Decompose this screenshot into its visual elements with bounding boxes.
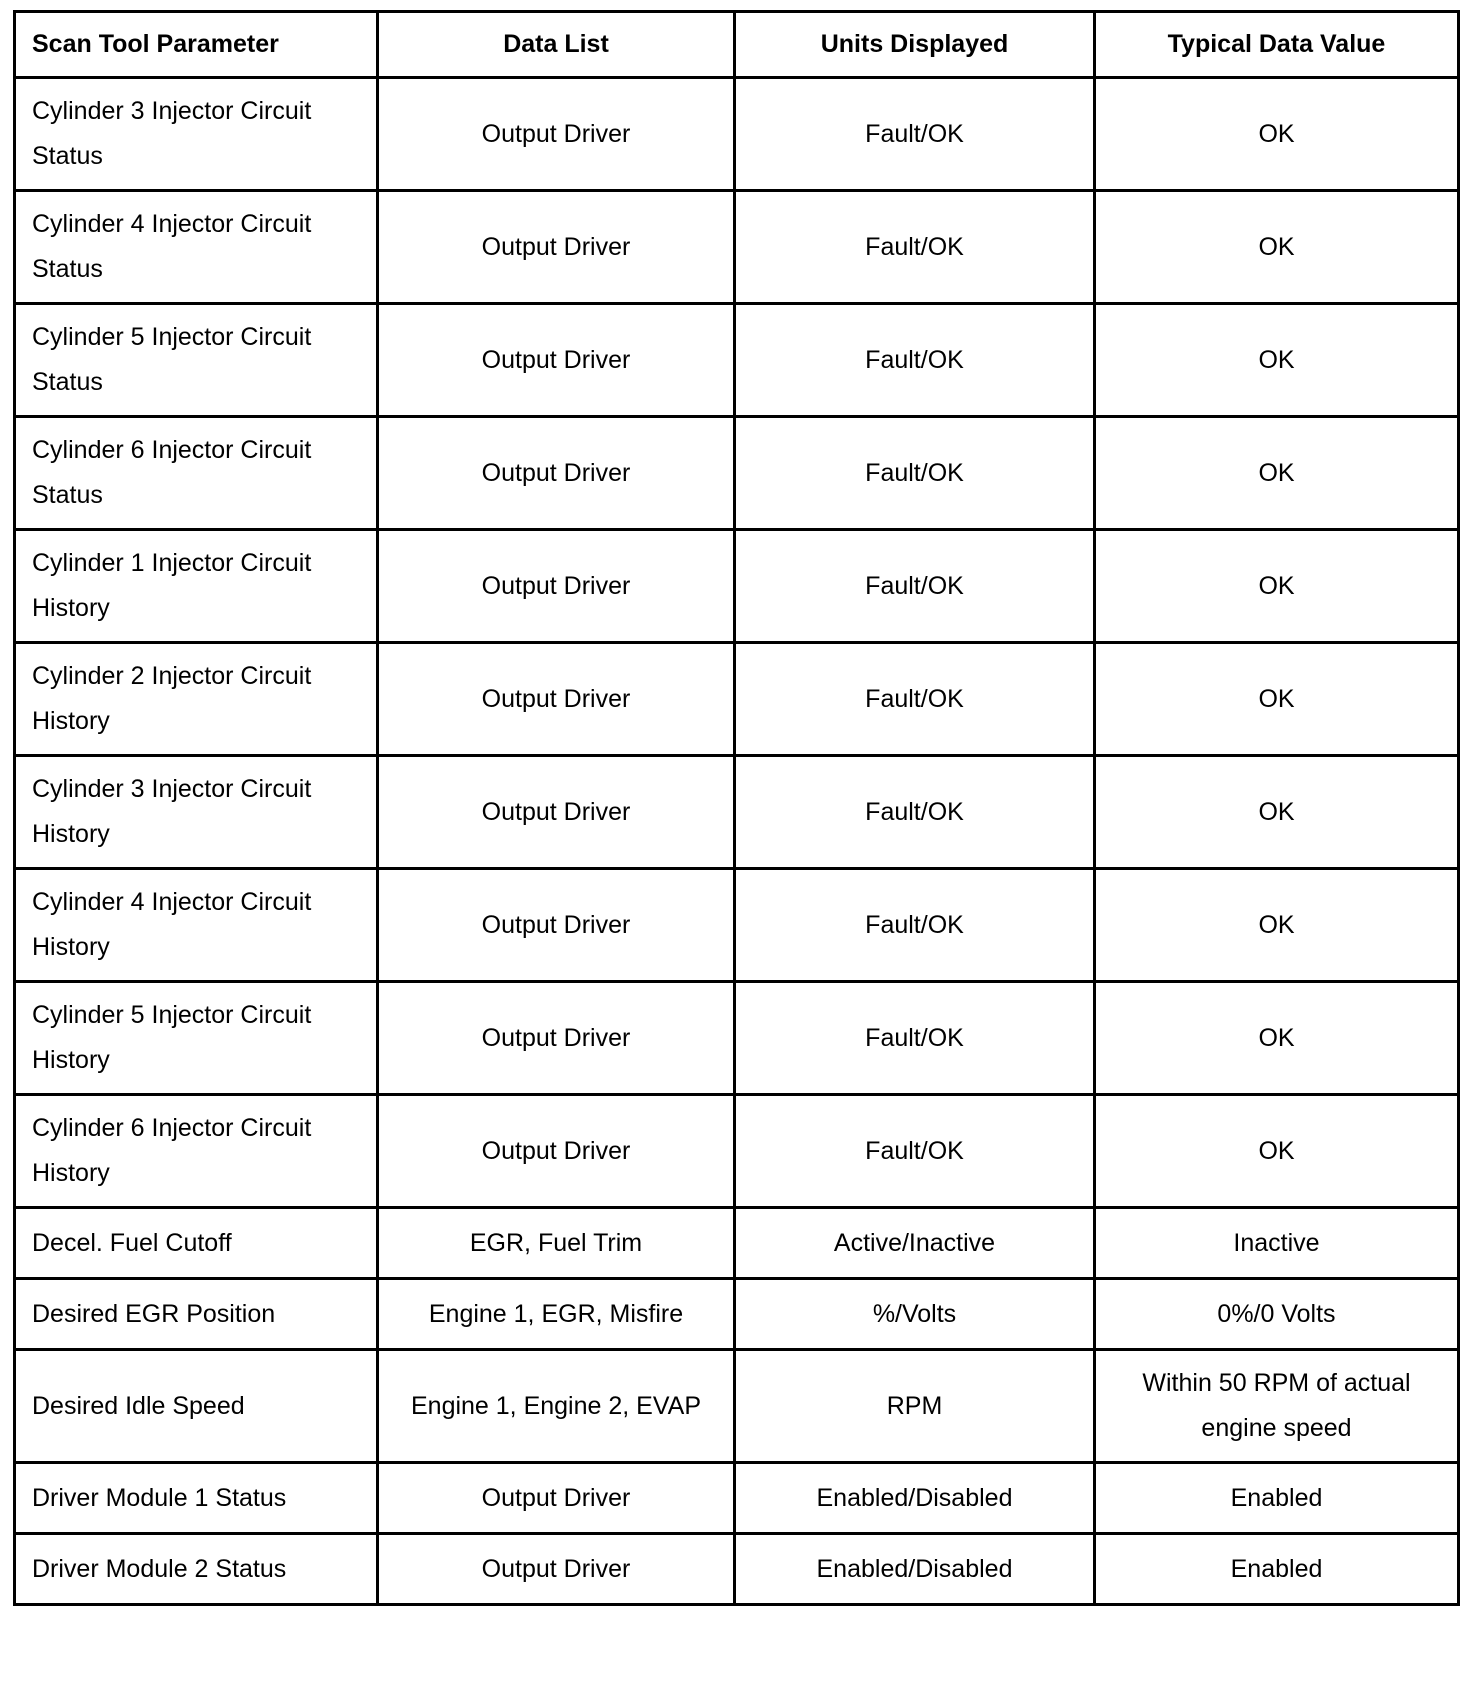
units-cell: RPM — [735, 1350, 1095, 1463]
table-row — [15, 191, 1459, 304]
units-cell: Fault/OK — [735, 643, 1095, 756]
header-typical-data-value: Typical Data Value — [1095, 12, 1459, 78]
data-list-cell: Output Driver — [378, 417, 735, 530]
data-list-cell: Output Driver — [378, 78, 735, 191]
data-list-cell: Output Driver — [378, 1095, 735, 1208]
table-row — [15, 78, 1459, 191]
data-list-cell: Engine 1, EGR, Misfire — [378, 1279, 735, 1350]
table-row — [15, 1208, 1459, 1279]
parameter-cell: Cylinder 4 Injector Circuit Status — [15, 191, 378, 304]
table-row — [15, 1095, 1459, 1208]
units-cell: Fault/OK — [735, 756, 1095, 869]
parameter-cell: Driver Module 2 Status — [15, 1534, 378, 1605]
data-list-cell: Output Driver — [378, 982, 735, 1095]
parameter-cell: Cylinder 3 Injector Circuit Status — [15, 78, 378, 191]
table-row — [15, 530, 1459, 643]
data-list-cell: Output Driver — [378, 191, 735, 304]
table-row — [15, 1463, 1459, 1534]
parameter-cell: Cylinder 3 Injector Circuit History — [15, 756, 378, 869]
parameter-cell: Cylinder 6 Injector Circuit Status — [15, 417, 378, 530]
typical-value-cell: OK — [1095, 530, 1459, 643]
typical-value-cell: OK — [1095, 78, 1459, 191]
table-row — [15, 756, 1459, 869]
typical-value-cell: Enabled — [1095, 1534, 1459, 1605]
parameter-cell: Driver Module 1 Status — [15, 1463, 378, 1534]
units-cell: Fault/OK — [735, 982, 1095, 1095]
data-list-cell: Output Driver — [378, 869, 735, 982]
typical-value-cell: OK — [1095, 417, 1459, 530]
parameter-cell: Cylinder 5 Injector Circuit Status — [15, 304, 378, 417]
scan-tool-data-table — [13, 10, 1460, 1606]
units-cell: Fault/OK — [735, 304, 1095, 417]
typical-value-cell: 0%/0 Volts — [1095, 1279, 1459, 1350]
data-list-cell: EGR, Fuel Trim — [378, 1208, 735, 1279]
table-row — [15, 417, 1459, 530]
typical-value-cell: Within 50 RPM of actual engine speed — [1095, 1350, 1459, 1463]
header-scan-tool-parameter: Scan Tool Parameter — [15, 12, 378, 78]
data-list-cell: Output Driver — [378, 304, 735, 417]
units-cell: Fault/OK — [735, 1095, 1095, 1208]
data-list-cell: Output Driver — [378, 643, 735, 756]
table-row — [15, 1534, 1459, 1605]
parameter-cell: Cylinder 4 Injector Circuit History — [15, 869, 378, 982]
data-list-cell: Output Driver — [378, 530, 735, 643]
table-row — [15, 304, 1459, 417]
table-row — [15, 643, 1459, 756]
header-data-list: Data List — [378, 12, 735, 78]
typical-value-cell: OK — [1095, 304, 1459, 417]
typical-value-cell: Enabled — [1095, 1463, 1459, 1534]
typical-value-cell: OK — [1095, 643, 1459, 756]
header-row — [15, 12, 1459, 78]
typical-value-cell: OK — [1095, 982, 1459, 1095]
table-row — [15, 869, 1459, 982]
table-row — [15, 1279, 1459, 1350]
parameter-cell: Decel. Fuel Cutoff — [15, 1208, 378, 1279]
units-cell: Active/Inactive — [735, 1208, 1095, 1279]
units-cell: Enabled/Disabled — [735, 1463, 1095, 1534]
data-list-cell: Output Driver — [378, 1463, 735, 1534]
parameter-cell: Cylinder 2 Injector Circuit History — [15, 643, 378, 756]
units-cell: Fault/OK — [735, 191, 1095, 304]
parameter-cell: Cylinder 1 Injector Circuit History — [15, 530, 378, 643]
units-cell: Fault/OK — [735, 417, 1095, 530]
data-list-cell: Output Driver — [378, 756, 735, 869]
table-row — [15, 982, 1459, 1095]
typical-value-cell: OK — [1095, 756, 1459, 869]
units-cell: Fault/OK — [735, 78, 1095, 191]
units-cell: Fault/OK — [735, 869, 1095, 982]
parameter-cell: Desired EGR Position — [15, 1279, 378, 1350]
data-list-cell: Engine 1, Engine 2, EVAP — [378, 1350, 735, 1463]
parameter-cell: Desired Idle Speed — [15, 1350, 378, 1463]
table-row — [15, 1350, 1459, 1463]
units-cell: Fault/OK — [735, 530, 1095, 643]
units-cell: Enabled/Disabled — [735, 1534, 1095, 1605]
parameter-cell: Cylinder 6 Injector Circuit History — [15, 1095, 378, 1208]
data-list-cell: Output Driver — [378, 1534, 735, 1605]
parameter-cell: Cylinder 5 Injector Circuit History — [15, 982, 378, 1095]
typical-value-cell: Inactive — [1095, 1208, 1459, 1279]
header-units-displayed: Units Displayed — [735, 12, 1095, 78]
typical-value-cell: OK — [1095, 869, 1459, 982]
typical-value-cell: OK — [1095, 191, 1459, 304]
units-cell: %/Volts — [735, 1279, 1095, 1350]
typical-value-cell: OK — [1095, 1095, 1459, 1208]
